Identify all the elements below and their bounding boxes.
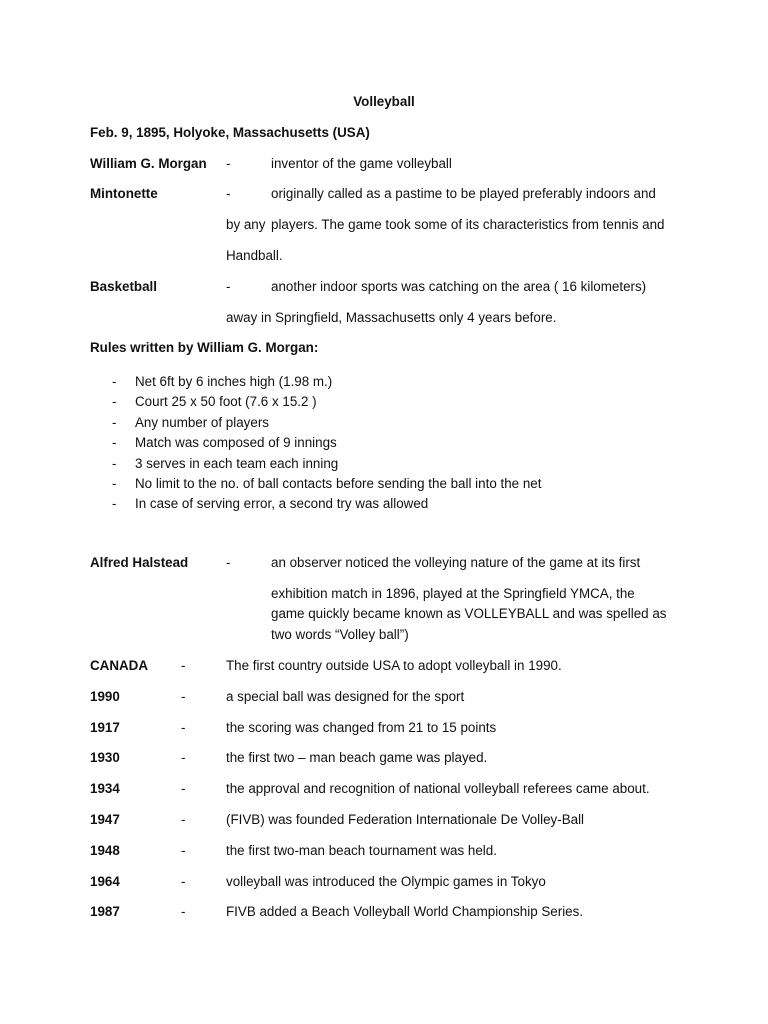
timeline-text: The first country outside USA to adopt volleyball in 1990. xyxy=(226,658,562,673)
morgan-dash: - xyxy=(226,156,231,171)
halstead-dash: - xyxy=(226,555,231,570)
timeline-text: the scoring was changed from 21 to 15 points xyxy=(226,719,497,735)
halstead-line-1: an observer noticed the volleying nature of the game at its first xyxy=(271,555,641,570)
timeline-dash: - xyxy=(181,842,186,858)
timeline-text: (FIVB) was founded Federation Internationale De Volley-Ball xyxy=(226,811,585,827)
bullet-dash: - xyxy=(112,394,117,410)
timeline-text: the approval and recognition of national volleyball referees came about. xyxy=(226,781,650,797)
timeline-dash: - xyxy=(181,811,186,827)
mintonette-dash: - xyxy=(226,186,231,201)
timeline-key: 1917 xyxy=(90,719,120,735)
basketball-line-2: away in Springfield, Massachusetts only 4 years before. xyxy=(226,310,557,325)
timeline-dash: - xyxy=(181,688,186,704)
list-item xyxy=(112,433,541,453)
timeline-dash: - xyxy=(181,873,186,889)
timeline-key: 1990 xyxy=(90,688,120,704)
timeline-text: the first two – man beach game was played. xyxy=(226,750,488,766)
halstead-term: Alfred Halstead xyxy=(90,555,189,570)
timeline-key: 1948 xyxy=(90,842,120,858)
bullet-dash: - xyxy=(112,455,117,471)
list-item xyxy=(112,454,541,474)
timeline-dash: - xyxy=(181,658,186,673)
rule-text: Match was composed of 9 innings xyxy=(135,435,337,451)
rules-heading: Rules written by William G. Morgan: xyxy=(90,340,319,355)
basketball-dash: - xyxy=(226,279,231,294)
rule-text: 3 serves in each team each inning xyxy=(135,455,339,471)
rule-text: No limit to the no. of ball contacts before sending the ball into the net xyxy=(135,475,542,491)
list-item xyxy=(112,494,541,514)
origin-heading: Feb. 9, 1895, Holyoke, Massachusetts (USA) xyxy=(90,125,370,140)
halstead-line-3: game quickly became known as VOLLEYBALL and was spelled as xyxy=(271,606,667,621)
timeline-dash: - xyxy=(181,904,186,920)
timeline-dash: - xyxy=(181,781,186,797)
list-item xyxy=(112,413,541,433)
mintonette-term: Mintonette xyxy=(90,186,158,201)
basketball-line-1: another indoor sports was catching on the area ( 16 kilometers) xyxy=(271,279,647,294)
bullet-dash: - xyxy=(112,435,117,451)
rule-text: Any number of players xyxy=(135,414,269,430)
halstead-line-2: exhibition match in 1896, played at the Springfield YMCA, the xyxy=(271,586,635,601)
rules-list xyxy=(112,372,541,515)
timeline-key: 1930 xyxy=(90,750,120,766)
list-item xyxy=(112,392,541,412)
mintonette-line-2a: by any xyxy=(226,217,266,232)
bullet-dash: - xyxy=(112,496,117,512)
mintonette-line-3: Handball. xyxy=(226,248,283,263)
list-item xyxy=(112,372,541,392)
timeline-key: CANADA xyxy=(90,658,149,673)
timeline-text: the first two-man beach tournament was held. xyxy=(226,842,497,858)
morgan-desc: inventor of the game volleyball xyxy=(271,156,452,171)
timeline-text: a special ball was designed for the sport xyxy=(226,688,465,704)
rule-text: Court 25 x 50 foot (7.6 x 15.2 ) xyxy=(135,394,317,410)
timeline-key: 1934 xyxy=(90,781,120,797)
rule-text: Net 6ft by 6 inches high (1.98 m.) xyxy=(135,374,333,389)
timeline-text: volleyball was introduced the Olympic games in Tokyo xyxy=(226,873,546,889)
bullet-dash: - xyxy=(112,374,117,389)
mintonette-line-2b: players. The game took some of its characteristics from tennis and xyxy=(271,217,665,232)
timeline-dash: - xyxy=(181,719,186,735)
mintonette-line-1: originally called as a pastime to be played preferably indoors and xyxy=(271,186,656,201)
list-item xyxy=(112,474,541,494)
halstead-line-4: two words “Volley ball”) xyxy=(271,627,409,642)
morgan-term: William G. Morgan xyxy=(90,156,207,171)
bullet-dash: - xyxy=(112,475,117,491)
rule-text: In case of serving error, a second try was allowed xyxy=(135,496,429,512)
bullet-dash: - xyxy=(112,414,117,430)
timeline-dash: - xyxy=(181,750,186,766)
timeline-key: 1987 xyxy=(90,904,120,920)
basketball-term: Basketball xyxy=(90,279,157,294)
document-title: Volleyball xyxy=(353,94,415,109)
timeline-text: FIVB added a Beach Volleyball World Championship Series. xyxy=(226,904,584,920)
timeline-key: 1947 xyxy=(90,811,120,827)
timeline-key: 1964 xyxy=(90,873,120,889)
